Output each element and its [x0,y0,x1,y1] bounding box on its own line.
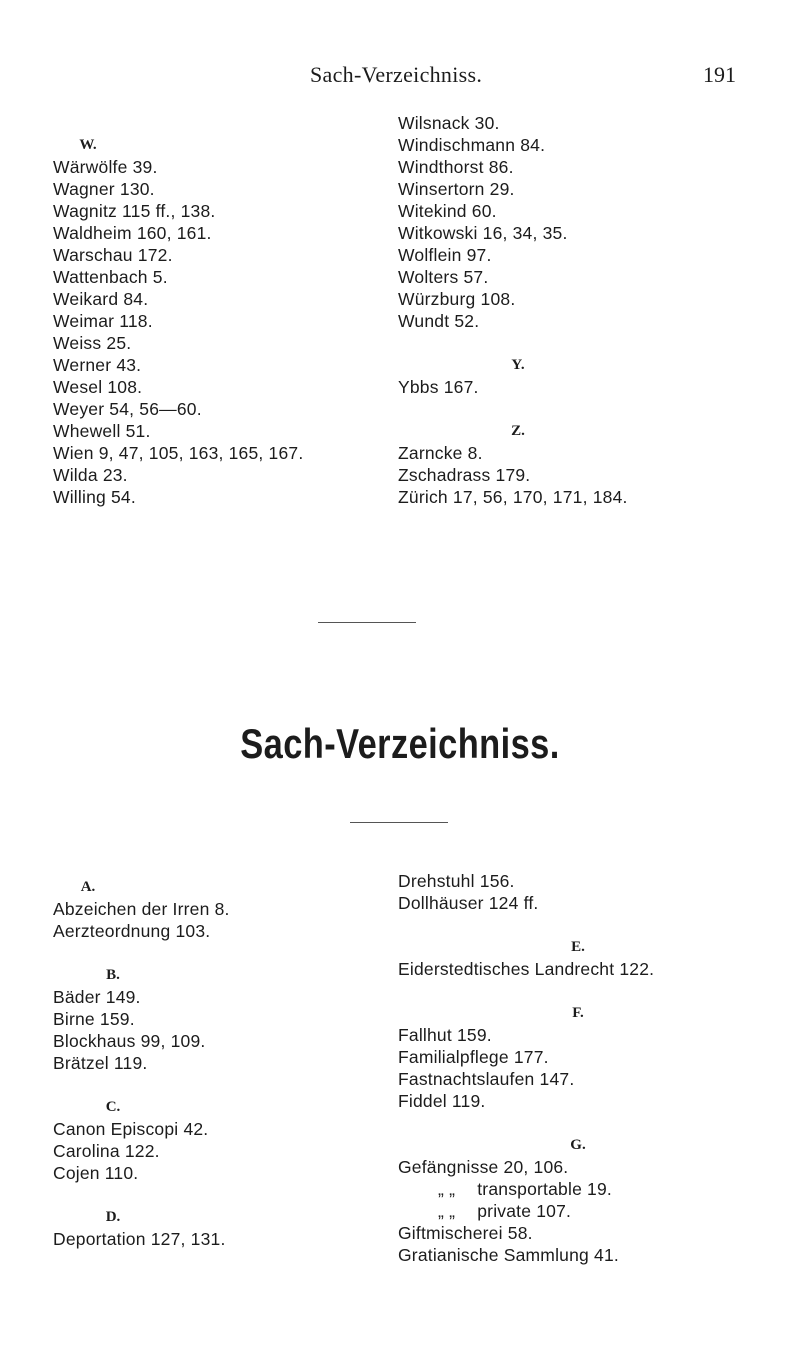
index-entry: Blockhaus 99, 109. [53,1031,206,1051]
letter-heading-e: E. [571,939,585,955]
section-divider-bottom [350,822,448,823]
index-entry: Gratianische Sammlung 41. [398,1245,619,1265]
ditto-marks: „ „ [438,1179,456,1199]
index-entry: Fallhut 159. [398,1025,492,1045]
index-entry: Wilsnack 30. [398,113,500,133]
index-entry: Aerzteordnung 103. [53,921,211,941]
index-entry: Wärwölfe 39. [53,157,158,177]
index-entry: Weimar 118. [53,311,153,331]
index-entry: Weyer 54, 56—60. [53,399,202,419]
index-entry: Wilda 23. [53,465,128,485]
letter-heading-b: B. [106,967,120,983]
index-entry: Windischmann 84. [398,135,546,155]
index-entry: Abzeichen der Irren 8. [53,899,230,919]
index-entry: Bäder 149. [53,987,141,1007]
index-entry: Wolflein 97. [398,245,492,265]
index-subentry [398,1178,778,1200]
section-divider-top [318,622,416,623]
index-entry: Warschau 172. [53,245,173,265]
index-entry: Windthorst 86. [398,157,514,177]
index-entry: Dollhäuser 124 ff. [398,893,539,913]
index-entry: Eiderstedtisches Landrecht 122. [398,959,655,979]
index-entry: Deportation 127, 131. [53,1229,226,1249]
index-entry: Weikard 84. [53,289,149,309]
letter-heading-w: W. [79,137,97,153]
index-entry: Würzburg 108. [398,289,516,309]
index-entry: Wien 9, 47, 105, 163, 165, 167. [53,443,304,463]
index-entry: Wesel 108. [53,377,143,397]
index-entry: Fastnachtslaufen 147. [398,1069,575,1089]
subject-index-right-column [398,870,778,1266]
section-title: Sach-Verzeichniss. [240,720,560,767]
letter-heading-a: A. [80,879,96,895]
index-entry: Werner 43. [53,355,142,375]
subentry-text: transportable 19. [477,1179,612,1199]
name-index-right-column [398,112,758,508]
letter-heading-c: C. [105,1099,121,1115]
index-entry: Witkowski 16, 34, 35. [398,223,568,243]
index-entry: Weiss 25. [53,333,132,353]
index-entry: Wagnitz 115 ff., 138. [53,201,216,221]
index-subentry [398,1200,778,1222]
index-entry: Waldheim 160, 161. [53,223,212,243]
index-entry: Whewell 51. [53,421,151,441]
index-entry: Winsertorn 29. [398,179,515,199]
index-entry: Giftmischerei 58. [398,1223,533,1243]
index-entry: Wattenbach 5. [53,267,168,287]
index-entry: Willing 54. [53,487,136,507]
index-entry: Witekind 60. [398,201,497,221]
letter-heading-g: G. [570,1137,586,1153]
letter-heading-d: D. [105,1209,121,1225]
index-entry: Zschadrass 179. [398,465,531,485]
index-entry: Gefängnisse 20, 106. [398,1157,569,1177]
index-entry: Carolina 122. [53,1141,160,1161]
index-entry: Cojen 110. [53,1163,139,1183]
running-head-title: Sach-Verzeichniss. [310,62,483,87]
index-entry: Birne 159. [53,1009,135,1029]
subject-index-left-column [53,876,393,1250]
index-entry: Wundt 52. [398,311,480,331]
ditto-marks: „ „ [438,1201,456,1221]
index-entry: Fiddel 119. [398,1091,486,1111]
letter-heading-y: Y. [511,357,525,373]
index-entry: Drehstuhl 156. [398,871,515,891]
index-entry: Canon Episcopi 42. [53,1119,209,1139]
running-head [0,62,800,92]
index-entry: Ybbs 167. [398,377,479,397]
index-entry: Brätzel 119. [53,1053,148,1073]
letter-heading-z: Z. [511,423,525,439]
index-entry: Familialpflege 177. [398,1047,549,1067]
letter-heading-f: F. [572,1005,584,1021]
index-entry: Zarncke 8. [398,443,483,463]
page-number: 191 [703,62,736,87]
index-entry: Wagner 130. [53,179,155,199]
name-index-left-column [53,134,393,508]
index-entry: Zürich 17, 56, 170, 171, 184. [398,487,628,507]
index-entry: Wolters 57. [398,267,489,287]
subentry-text: private 107. [477,1201,572,1221]
